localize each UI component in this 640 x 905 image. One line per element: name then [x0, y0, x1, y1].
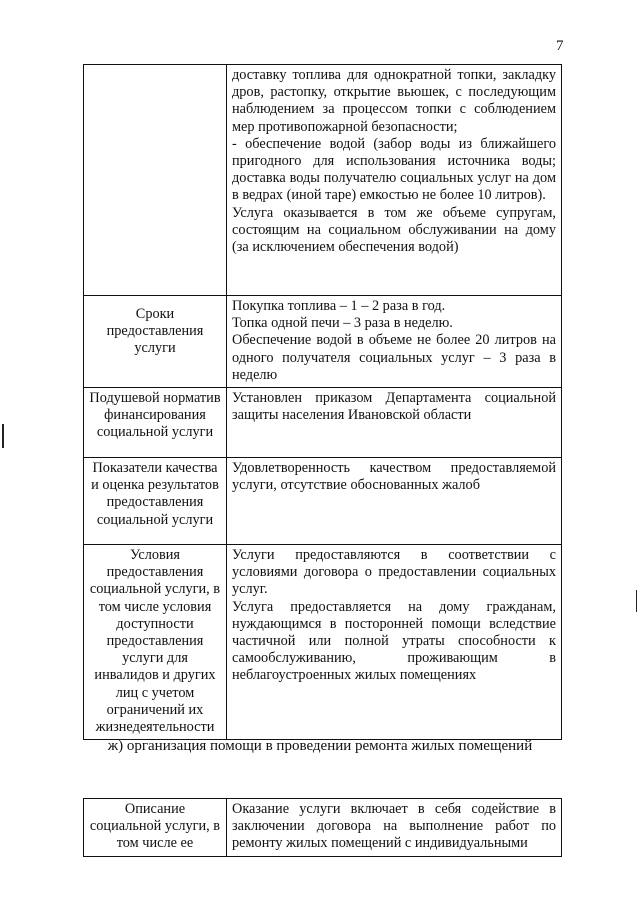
content-paragraph: доставку топлива для однократной топки, закладку дров, растопку, открытие вьюшек, с последующим наблюдением за процессом топки с соблюдением мер противопожарной безопасности; [232, 67, 556, 135]
table-row [84, 65, 562, 296]
scan-edge-mark-right [636, 590, 637, 612]
content-paragraph: Удовлетворенность качеством предоставляемой услуги, отсутствие обоснованных жалоб [232, 460, 556, 494]
content-paragraph: Услуги предоставляются в соответствии с условиями договора о предоставлении социальных услуг. [232, 547, 556, 598]
table-row [84, 799, 562, 857]
content-paragraph: Услуга предоставляется на дому гражданам, нуждающимся в посторонней помощи вследствие частичной или полной утраты способности к самообслуживанию, проживающим в неблагоустроенных жилых помещениях [232, 598, 556, 684]
repair-services-table [83, 798, 562, 857]
content-paragraph: Оказание услуги включает в себя содействие в заключении договора на выполнение работ по ремонту жилых помещений с индивидуальными [232, 801, 556, 852]
row-content [227, 799, 562, 857]
content-paragraph: Обеспечение водой в объеме не более 20 литров на одного получателя социальных услуг – 3 раза в неделю [232, 332, 556, 383]
content-paragraph: - обеспечение водой (забор воды из ближайшего пригодного для использования источника воды; доставка воды получателю социальных услуг на дом в ведрах (иной таре) емкостью не более 10 литров). [232, 135, 556, 204]
row-content [227, 296, 562, 388]
row-content [227, 545, 562, 740]
table-row [84, 458, 562, 545]
table-row [84, 545, 562, 740]
row-label: Условия предоставления социальной услуги, в том числе условия доступности предоставления услуги для инвалидов и других лиц с учетом ограничений их жизнедеятельности [84, 545, 227, 740]
section-heading: ж) организация помощи в проведении ремонта жилых помещений [107, 738, 533, 754]
content-paragraph: Покупка топлива – 1 – 2 раза в год. [232, 298, 446, 314]
row-content [227, 388, 562, 458]
content-paragraph: Услуга оказывается в том же объеме супругам, состоящим на социальном обслуживании на дому (за исключением обеспечения водой) [232, 204, 556, 256]
content-paragraph: Установлен приказом Департамента социальной защиты населения Ивановской области [232, 390, 556, 424]
row-label: Показатели качества и оценка результатов предоставления социальной услуги [84, 458, 227, 545]
page-number: 7 [556, 38, 564, 54]
services-table [83, 64, 562, 740]
row-content [227, 458, 562, 545]
row-label: Описание социальной услуги, в том числе ее [84, 799, 227, 857]
row-label [84, 65, 227, 296]
scan-edge-mark-left [2, 424, 4, 448]
table-row [84, 388, 562, 458]
row-label: Сроки предоставления услуги [84, 296, 227, 388]
content-paragraph: Топка одной печи – 3 раза в неделю. [232, 315, 453, 332]
row-content [227, 65, 562, 296]
table-row [84, 296, 562, 388]
row-label: Подушевой норматив финансирования социальной услуги [84, 388, 227, 458]
